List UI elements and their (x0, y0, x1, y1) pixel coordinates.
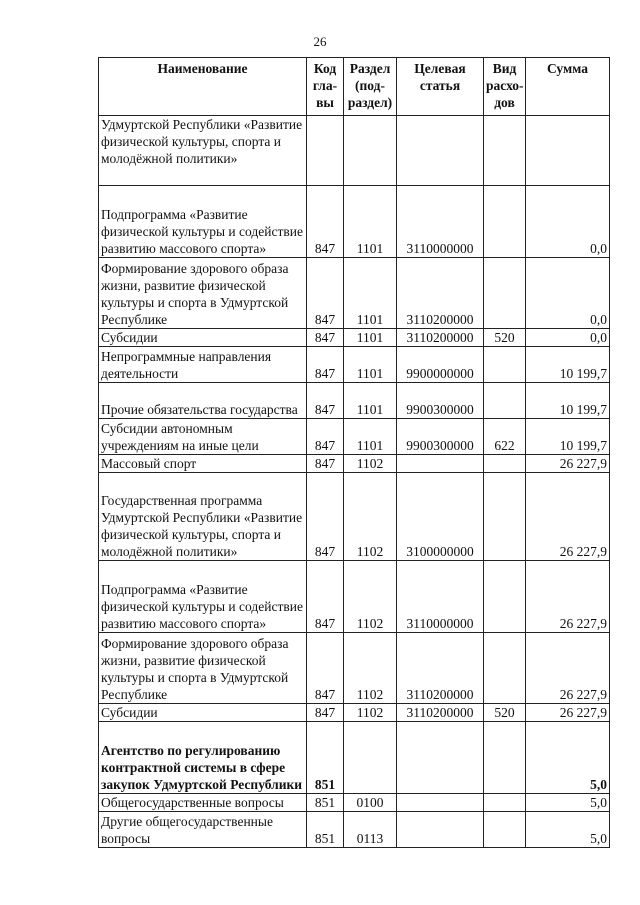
cell-razdel: 1101 (344, 383, 397, 419)
cell-razdel: 1102 (344, 561, 397, 633)
cell-name: Субсидии (99, 329, 307, 347)
cell-razdel: 1102 (344, 633, 397, 704)
cell-cel (397, 116, 484, 186)
table-row (99, 812, 610, 848)
table-body (99, 116, 610, 848)
cell-sum: 5,0 (526, 812, 610, 848)
cell-vid (484, 722, 526, 794)
table-row (99, 794, 610, 812)
header-razdel: Раздел (под-раздел) (344, 58, 397, 116)
cell-cel (397, 812, 484, 848)
cell-vid (484, 633, 526, 704)
cell-kod: 847 (307, 704, 344, 722)
cell-kod: 847 (307, 383, 344, 419)
table-row (99, 419, 610, 455)
header-vid: Вид расхо-дов (484, 58, 526, 116)
cell-name: Субсидии (99, 704, 307, 722)
table-row (99, 561, 610, 633)
header-kod: Код гла-вы (307, 58, 344, 116)
cell-name: Субсидии автономным учреждениям на иные цели (99, 419, 307, 455)
cell-razdel: 1102 (344, 704, 397, 722)
cell-kod: 851 (307, 722, 344, 794)
cell-vid (484, 347, 526, 383)
cell-sum: 26 227,9 (526, 704, 610, 722)
cell-sum: 10 199,7 (526, 419, 610, 455)
cell-sum: 0,0 (526, 186, 610, 258)
cell-sum: 0,0 (526, 258, 610, 329)
budget-table (98, 57, 610, 848)
cell-kod: 851 (307, 812, 344, 848)
cell-razdel: 1102 (344, 455, 397, 473)
cell-sum: 10 199,7 (526, 383, 610, 419)
cell-cel: 9900000000 (397, 347, 484, 383)
table-row (99, 116, 610, 186)
cell-sum (526, 116, 610, 186)
cell-vid (484, 258, 526, 329)
cell-cel (397, 794, 484, 812)
cell-name: Агентство по регулированию контрактной системы в сфере закупок Удмуртской Республики (99, 722, 307, 794)
table-row (99, 258, 610, 329)
header-name: Наименование (99, 58, 307, 116)
table-row (99, 722, 610, 794)
table-row (99, 347, 610, 383)
cell-vid (484, 186, 526, 258)
table-header-row (99, 58, 610, 116)
table-row (99, 473, 610, 561)
cell-kod: 847 (307, 258, 344, 329)
cell-sum: 26 227,9 (526, 473, 610, 561)
page-number: 26 (313, 34, 327, 49)
cell-vid (484, 455, 526, 473)
cell-name: Подпрограмма «Развитие физической культуры и содействие развитию массового спорта» (99, 561, 307, 633)
cell-name: Другие общегосударственные вопросы (99, 812, 307, 848)
cell-kod: 847 (307, 455, 344, 473)
cell-name: Прочие обязательства государства (99, 383, 307, 419)
cell-name: Массовый спорт (99, 455, 307, 473)
cell-cel: 3100000000 (397, 473, 484, 561)
cell-vid (484, 794, 526, 812)
cell-razdel: 1101 (344, 186, 397, 258)
cell-cel (397, 455, 484, 473)
cell-vid: 520 (484, 704, 526, 722)
cell-name: Подпрограмма «Развитие физической культуры и содействие развитию массового спорта» (99, 186, 307, 258)
cell-name: Формирование здорового образа жизни, развитие физической культуры и спорта в Удмуртской Республике (99, 258, 307, 329)
cell-razdel (344, 116, 397, 186)
cell-cel: 3110000000 (397, 561, 484, 633)
cell-name: Формирование здорового образа жизни, развитие физической культуры и спорта в Удмуртской Республике (99, 633, 307, 704)
cell-vid: 622 (484, 419, 526, 455)
cell-vid (484, 812, 526, 848)
cell-kod: 847 (307, 329, 344, 347)
cell-cel: 9900300000 (397, 419, 484, 455)
cell-cel: 3110200000 (397, 329, 484, 347)
cell-razdel: 1101 (344, 419, 397, 455)
cell-name: Государственная программа Удмуртской Республики «Развитие физической культуры, спорта и молодёжной политики» (99, 473, 307, 561)
cell-kod: 847 (307, 633, 344, 704)
cell-kod (307, 116, 344, 186)
cell-razdel: 1101 (344, 347, 397, 383)
cell-name: Удмуртской Республики «Развитие физической культуры, спорта и молодёжной политики» (99, 116, 307, 186)
cell-cel: 3110200000 (397, 704, 484, 722)
cell-name: Общегосударственные вопросы (99, 794, 307, 812)
cell-razdel: 1101 (344, 329, 397, 347)
cell-cel: 3110000000 (397, 186, 484, 258)
cell-razdel: 0113 (344, 812, 397, 848)
cell-kod: 847 (307, 419, 344, 455)
table-row (99, 383, 610, 419)
cell-cel (397, 722, 484, 794)
cell-vid: 520 (484, 329, 526, 347)
table-row (99, 633, 610, 704)
cell-sum: 26 227,9 (526, 633, 610, 704)
cell-kod: 847 (307, 186, 344, 258)
cell-vid (484, 383, 526, 419)
cell-razdel (344, 722, 397, 794)
cell-vid (484, 473, 526, 561)
cell-name: Непрограммные направления деятельности (99, 347, 307, 383)
cell-sum: 10 199,7 (526, 347, 610, 383)
cell-kod: 847 (307, 473, 344, 561)
table-row (99, 186, 610, 258)
cell-razdel: 1101 (344, 258, 397, 329)
cell-sum: 26 227,9 (526, 561, 610, 633)
header-sum: Сумма (526, 58, 610, 116)
table-row (99, 455, 610, 473)
cell-razdel: 1102 (344, 473, 397, 561)
cell-kod: 847 (307, 347, 344, 383)
cell-vid (484, 116, 526, 186)
cell-cel: 9900300000 (397, 383, 484, 419)
header-cel: Целевая статья (397, 58, 484, 116)
cell-razdel: 0100 (344, 794, 397, 812)
cell-sum: 5,0 (526, 794, 610, 812)
cell-sum: 26 227,9 (526, 455, 610, 473)
cell-sum: 0,0 (526, 329, 610, 347)
cell-sum: 5,0 (526, 722, 610, 794)
cell-kod: 847 (307, 561, 344, 633)
table-row (99, 704, 610, 722)
cell-cel: 3110200000 (397, 633, 484, 704)
cell-kod: 851 (307, 794, 344, 812)
cell-cel: 3110200000 (397, 258, 484, 329)
table-row (99, 329, 610, 347)
cell-vid (484, 561, 526, 633)
